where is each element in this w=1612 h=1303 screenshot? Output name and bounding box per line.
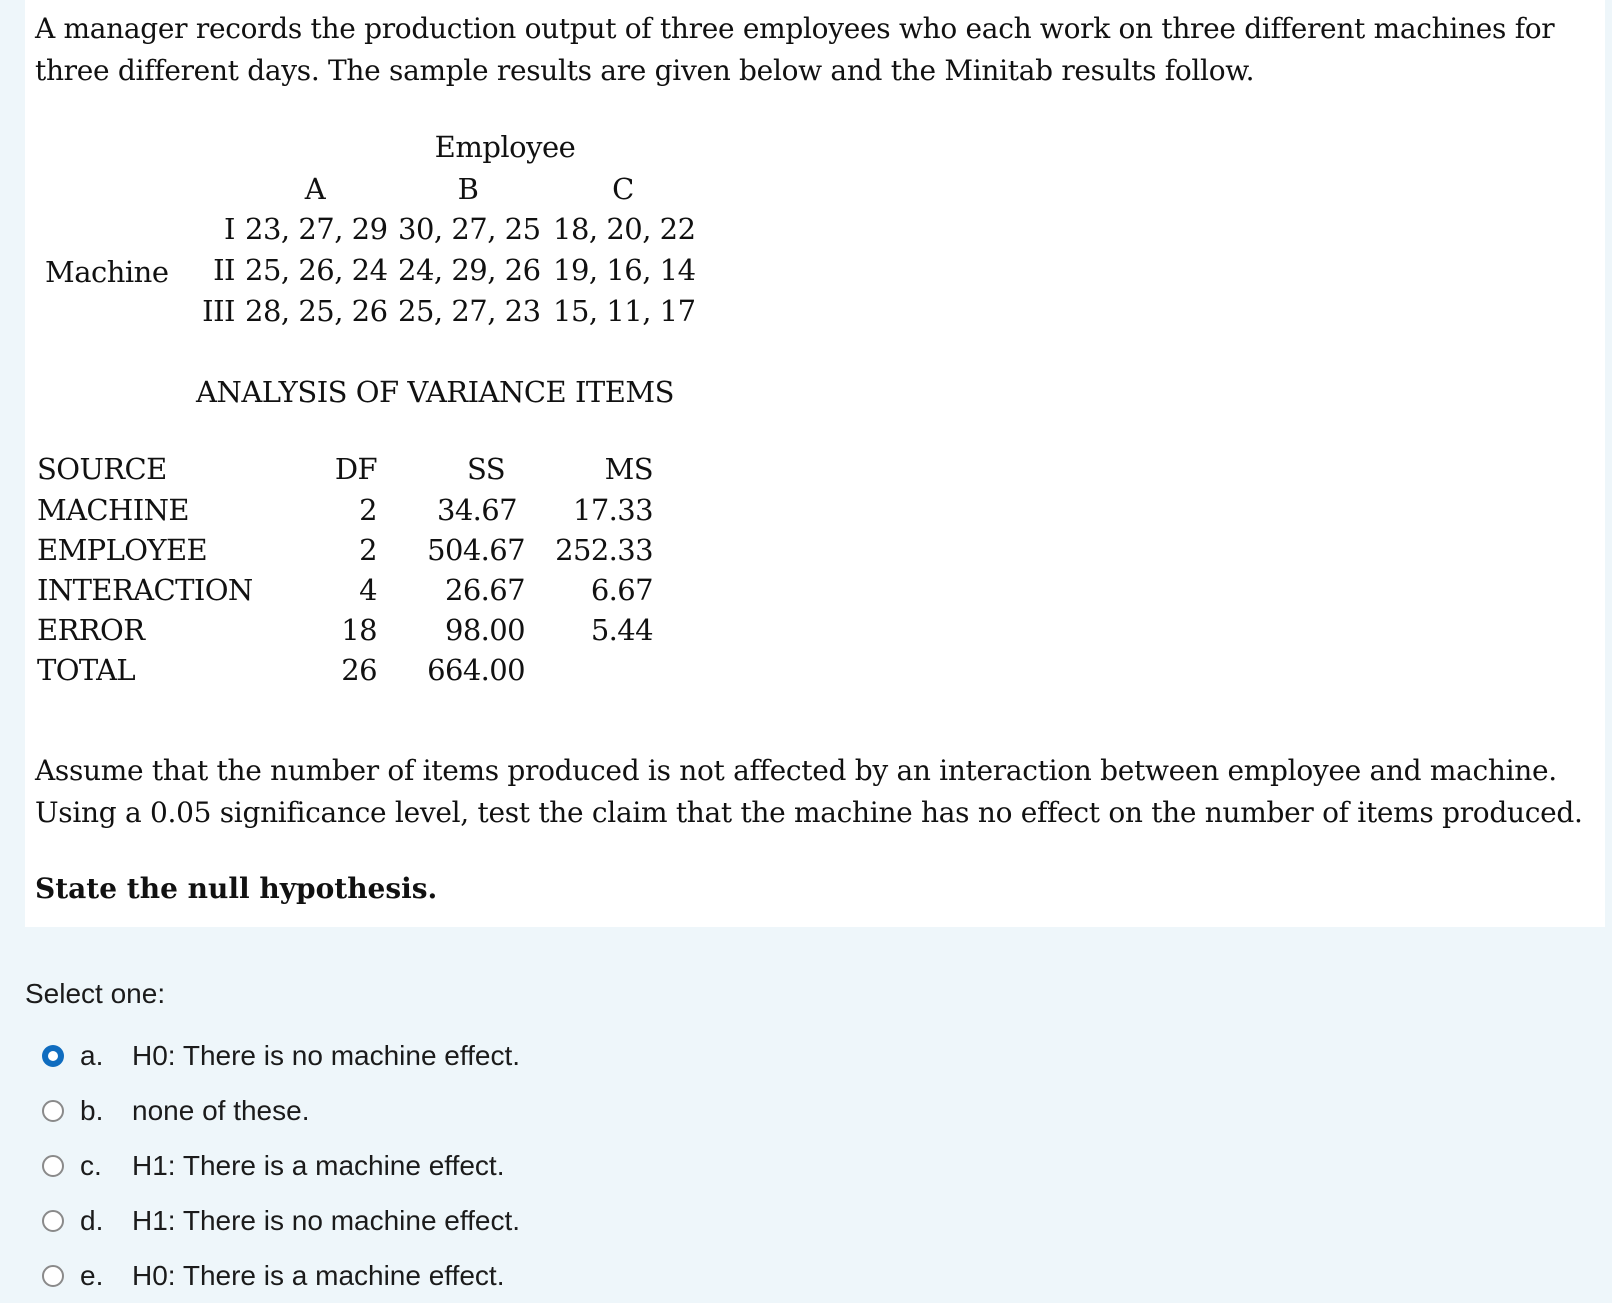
anova-ms: 252.33 bbox=[555, 533, 653, 567]
option-letter: d. bbox=[80, 1204, 104, 1236]
anova-df: 4 bbox=[359, 573, 377, 607]
sample-cell: 23, 27, 29 bbox=[245, 212, 388, 246]
anova-ss: 98.00 bbox=[444, 613, 525, 647]
sample-cell: 15, 11, 17 bbox=[553, 294, 696, 328]
anova-ms: 17.33 bbox=[572, 493, 653, 527]
anova-ss: 504.67 bbox=[427, 533, 525, 567]
question-intro: A manager records the production output of three employees who each work on three different machines for three different days. The sample results are given below and the Minitab results follow. bbox=[35, 12, 1555, 87]
machine-row-label: I bbox=[224, 212, 235, 246]
option-text: H0: There is a machine effect. bbox=[132, 1259, 505, 1291]
option-letter: b. bbox=[80, 1094, 104, 1126]
anova-source: MACHINE bbox=[37, 493, 189, 527]
option-text: H1: There is no machine effect. bbox=[132, 1204, 521, 1236]
column-header-c: C bbox=[612, 172, 634, 206]
anova-df: 18 bbox=[341, 613, 377, 647]
sample-cell: 28, 25, 26 bbox=[245, 294, 388, 328]
option-text: none of these. bbox=[132, 1094, 310, 1126]
option-letter: c. bbox=[80, 1149, 102, 1181]
option-c[interactable] bbox=[25, 1138, 520, 1193]
option-d[interactable] bbox=[25, 1193, 520, 1248]
anova-ss: 664.00 bbox=[427, 653, 525, 687]
radio-e[interactable] bbox=[42, 1265, 64, 1287]
machine-row-label: II bbox=[213, 253, 235, 287]
anova-title: ANALYSIS OF VARIANCE ITEMS bbox=[196, 375, 674, 409]
option-letter: e. bbox=[80, 1259, 104, 1291]
option-letter: a. bbox=[80, 1039, 104, 1071]
option-text: H1: There is a machine effect. bbox=[132, 1149, 505, 1181]
anova-df: 2 bbox=[359, 493, 377, 527]
anova-ms: 6.67 bbox=[590, 573, 653, 607]
question-assumption: Assume that the number of items produced is not affected by an interaction between employee and machine. Using a 0.05 significance level, test the claim that the machine has no effect on the number of items produced. bbox=[35, 754, 1583, 829]
anova-header-source: SOURCE bbox=[37, 452, 167, 486]
sample-cell: 30, 27, 25 bbox=[398, 212, 541, 246]
anova-df: 26 bbox=[341, 653, 377, 687]
radio-c[interactable] bbox=[42, 1155, 64, 1177]
option-b[interactable] bbox=[25, 1083, 520, 1138]
anova-ss: 26.67 bbox=[444, 573, 525, 607]
radio-d[interactable] bbox=[42, 1210, 64, 1232]
anova-header-ss: SS bbox=[466, 452, 505, 486]
sample-cell: 24, 29, 26 bbox=[398, 253, 541, 287]
question-card bbox=[25, 0, 1605, 927]
anova-source: INTERACTION bbox=[37, 573, 253, 607]
question-prompt: State the null hypothesis. bbox=[35, 872, 438, 905]
sample-cell: 18, 20, 22 bbox=[553, 212, 696, 246]
anova-source: EMPLOYEE bbox=[37, 533, 208, 567]
sample-cell: 25, 26, 24 bbox=[245, 253, 388, 287]
employee-header: Employee bbox=[434, 130, 576, 164]
anova-ms: 5.44 bbox=[590, 613, 653, 647]
anova-source: ERROR bbox=[37, 613, 145, 647]
select-one-label: Select one: bbox=[25, 978, 166, 1009]
radio-a[interactable] bbox=[42, 1045, 64, 1067]
anova-df: 2 bbox=[359, 533, 377, 567]
anova-header-ms: MS bbox=[604, 452, 653, 486]
answer-block bbox=[25, 978, 520, 1303]
radio-b[interactable] bbox=[42, 1100, 64, 1122]
option-e[interactable] bbox=[25, 1248, 520, 1303]
machine-row-label: III bbox=[202, 294, 235, 328]
column-header-b: B bbox=[457, 172, 479, 206]
anova-header-df: DF bbox=[334, 452, 377, 486]
anova-source: TOTAL bbox=[37, 653, 136, 687]
column-header-a: A bbox=[304, 172, 326, 206]
sample-cell: 25, 27, 23 bbox=[398, 294, 541, 328]
option-a[interactable] bbox=[25, 1028, 520, 1083]
option-text: H0: There is no machine effect. bbox=[132, 1039, 521, 1071]
machine-label: Machine bbox=[45, 255, 169, 289]
anova-ss: 34.67 bbox=[436, 493, 517, 527]
sample-cell: 19, 16, 14 bbox=[553, 253, 696, 287]
